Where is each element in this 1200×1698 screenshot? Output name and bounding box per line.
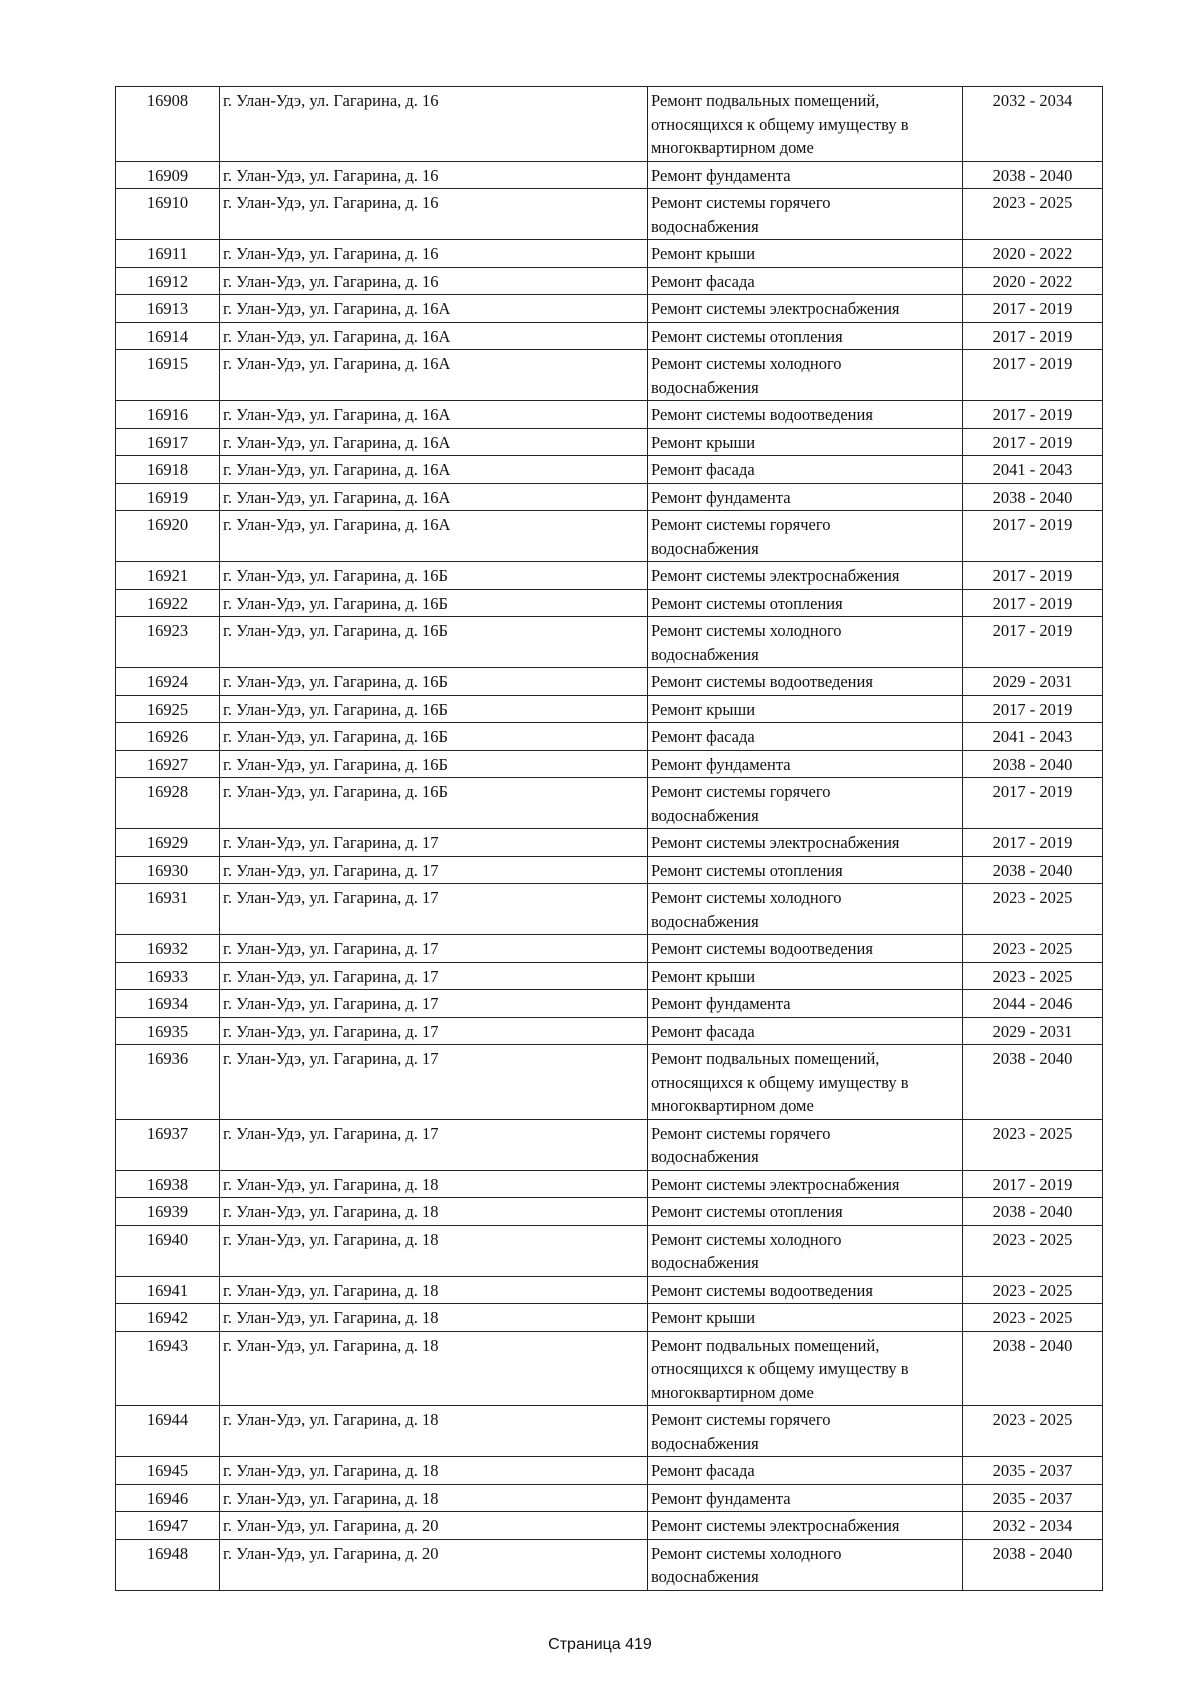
work-type-cell: Ремонт системы холодного водоснабжения xyxy=(648,1539,963,1590)
work-type-cell: Ремонт фундамента xyxy=(648,990,963,1018)
address-cell: г. Улан-Удэ, ул. Гагарина, д. 17 xyxy=(220,1017,648,1045)
work-type-cell: Ремонт системы водоотведения xyxy=(648,935,963,963)
table-row xyxy=(116,884,1103,935)
row-number-cell: 16944 xyxy=(116,1406,220,1457)
period-cell: 2038 - 2040 xyxy=(963,161,1103,189)
address-cell: г. Улан-Удэ, ул. Гагарина, д. 16 xyxy=(220,87,648,162)
table-row xyxy=(116,483,1103,511)
table-row xyxy=(116,695,1103,723)
work-type-cell: Ремонт системы отопления xyxy=(648,856,963,884)
table-row xyxy=(116,723,1103,751)
address-cell: г. Улан-Удэ, ул. Гагарина, д. 18 xyxy=(220,1198,648,1226)
address-cell: г. Улан-Удэ, ул. Гагарина, д. 18 xyxy=(220,1225,648,1276)
address-cell: г. Улан-Удэ, ул. Гагарина, д. 16А xyxy=(220,295,648,323)
period-cell: 2017 - 2019 xyxy=(963,350,1103,401)
table-row xyxy=(116,161,1103,189)
table-body xyxy=(116,87,1103,1591)
row-number-cell: 16920 xyxy=(116,511,220,562)
work-type-cell: Ремонт системы холодного водоснабжения xyxy=(648,884,963,935)
table-row xyxy=(116,617,1103,668)
table-row xyxy=(116,962,1103,990)
row-number-cell: 16932 xyxy=(116,935,220,963)
address-cell: г. Улан-Удэ, ул. Гагарина, д. 16Б xyxy=(220,750,648,778)
work-type-cell: Ремонт фасада xyxy=(648,456,963,484)
row-number-cell: 16927 xyxy=(116,750,220,778)
row-number-cell: 16916 xyxy=(116,401,220,429)
period-cell: 2038 - 2040 xyxy=(963,750,1103,778)
address-cell: г. Улан-Удэ, ул. Гагарина, д. 17 xyxy=(220,990,648,1018)
row-number-cell: 16936 xyxy=(116,1045,220,1120)
table-row xyxy=(116,350,1103,401)
address-cell: г. Улан-Удэ, ул. Гагарина, д. 17 xyxy=(220,884,648,935)
work-type-cell: Ремонт фасада xyxy=(648,267,963,295)
address-cell: г. Улан-Удэ, ул. Гагарина, д. 16 xyxy=(220,240,648,268)
address-cell: г. Улан-Удэ, ул. Гагарина, д. 16А xyxy=(220,401,648,429)
table-row xyxy=(116,1539,1103,1590)
address-cell: г. Улан-Удэ, ул. Гагарина, д. 18 xyxy=(220,1331,648,1406)
row-number-cell: 16910 xyxy=(116,189,220,240)
table-row xyxy=(116,511,1103,562)
work-type-cell: Ремонт фундамента xyxy=(648,161,963,189)
row-number-cell: 16908 xyxy=(116,87,220,162)
period-cell: 2017 - 2019 xyxy=(963,1170,1103,1198)
row-number-cell: 16934 xyxy=(116,990,220,1018)
period-cell: 2017 - 2019 xyxy=(963,617,1103,668)
period-cell: 2017 - 2019 xyxy=(963,511,1103,562)
address-cell: г. Улан-Удэ, ул. Гагарина, д. 16А xyxy=(220,483,648,511)
work-type-cell: Ремонт системы водоотведения xyxy=(648,668,963,696)
row-number-cell: 16948 xyxy=(116,1539,220,1590)
address-cell: г. Улан-Удэ, ул. Гагарина, д. 16Б xyxy=(220,695,648,723)
work-type-cell: Ремонт фасада xyxy=(648,1457,963,1485)
period-cell: 2044 - 2046 xyxy=(963,990,1103,1018)
period-cell: 2017 - 2019 xyxy=(963,428,1103,456)
period-cell: 2029 - 2031 xyxy=(963,1017,1103,1045)
table-row xyxy=(116,295,1103,323)
row-number-cell: 16943 xyxy=(116,1331,220,1406)
work-type-cell: Ремонт системы отопления xyxy=(648,322,963,350)
work-type-cell: Ремонт системы электроснабжения xyxy=(648,562,963,590)
work-type-cell: Ремонт системы горячего водоснабжения xyxy=(648,778,963,829)
row-number-cell: 16921 xyxy=(116,562,220,590)
row-number-cell: 16937 xyxy=(116,1119,220,1170)
table-row xyxy=(116,267,1103,295)
table-row xyxy=(116,778,1103,829)
address-cell: г. Улан-Удэ, ул. Гагарина, д. 16Б xyxy=(220,723,648,751)
table-row xyxy=(116,1119,1103,1170)
period-cell: 2023 - 2025 xyxy=(963,189,1103,240)
row-number-cell: 16946 xyxy=(116,1484,220,1512)
period-cell: 2017 - 2019 xyxy=(963,829,1103,857)
address-cell: г. Улан-Удэ, ул. Гагарина, д. 16А xyxy=(220,322,648,350)
table-row xyxy=(116,1045,1103,1120)
table-row xyxy=(116,750,1103,778)
address-cell: г. Улан-Удэ, ул. Гагарина, д. 17 xyxy=(220,962,648,990)
row-number-cell: 16939 xyxy=(116,1198,220,1226)
address-cell: г. Улан-Удэ, ул. Гагарина, д. 17 xyxy=(220,1045,648,1120)
address-cell: г. Улан-Удэ, ул. Гагарина, д. 20 xyxy=(220,1512,648,1540)
work-type-cell: Ремонт фундамента xyxy=(648,750,963,778)
work-type-cell: Ремонт системы горячего водоснабжения xyxy=(648,1119,963,1170)
period-cell: 2017 - 2019 xyxy=(963,589,1103,617)
address-cell: г. Улан-Удэ, ул. Гагарина, д. 16Б xyxy=(220,562,648,590)
table-row xyxy=(116,1457,1103,1485)
period-cell: 2038 - 2040 xyxy=(963,483,1103,511)
period-cell: 2038 - 2040 xyxy=(963,1045,1103,1120)
row-number-cell: 16917 xyxy=(116,428,220,456)
work-type-cell: Ремонт крыши xyxy=(648,695,963,723)
period-cell: 2032 - 2034 xyxy=(963,1512,1103,1540)
period-cell: 2038 - 2040 xyxy=(963,1539,1103,1590)
row-number-cell: 16935 xyxy=(116,1017,220,1045)
work-type-cell: Ремонт системы отопления xyxy=(648,1198,963,1226)
row-number-cell: 16923 xyxy=(116,617,220,668)
address-cell: г. Улан-Удэ, ул. Гагарина, д. 18 xyxy=(220,1170,648,1198)
table-row xyxy=(116,668,1103,696)
period-cell: 2029 - 2031 xyxy=(963,668,1103,696)
table-row xyxy=(116,1406,1103,1457)
work-type-cell: Ремонт системы электроснабжения xyxy=(648,295,963,323)
period-cell: 2017 - 2019 xyxy=(963,562,1103,590)
row-number-cell: 16911 xyxy=(116,240,220,268)
period-cell: 2035 - 2037 xyxy=(963,1457,1103,1485)
table-row xyxy=(116,428,1103,456)
work-type-cell: Ремонт фасада xyxy=(648,723,963,751)
address-cell: г. Улан-Удэ, ул. Гагарина, д. 16А xyxy=(220,350,648,401)
address-cell: г. Улан-Удэ, ул. Гагарина, д. 16 xyxy=(220,189,648,240)
table-row xyxy=(116,1198,1103,1226)
period-cell: 2041 - 2043 xyxy=(963,456,1103,484)
table-row xyxy=(116,1225,1103,1276)
table-row xyxy=(116,589,1103,617)
work-type-cell: Ремонт системы горячего водоснабжения xyxy=(648,189,963,240)
period-cell: 2017 - 2019 xyxy=(963,778,1103,829)
row-number-cell: 16918 xyxy=(116,456,220,484)
row-number-cell: 16924 xyxy=(116,668,220,696)
address-cell: г. Улан-Удэ, ул. Гагарина, д. 17 xyxy=(220,829,648,857)
period-cell: 2038 - 2040 xyxy=(963,856,1103,884)
period-cell: 2038 - 2040 xyxy=(963,1331,1103,1406)
row-number-cell: 16919 xyxy=(116,483,220,511)
page-number: Страница 419 xyxy=(548,1636,652,1653)
address-cell: г. Улан-Удэ, ул. Гагарина, д. 18 xyxy=(220,1484,648,1512)
table-row xyxy=(116,401,1103,429)
work-type-cell: Ремонт системы водоотведения xyxy=(648,401,963,429)
row-number-cell: 16909 xyxy=(116,161,220,189)
work-type-cell: Ремонт фундамента xyxy=(648,1484,963,1512)
address-cell: г. Улан-Удэ, ул. Гагарина, д. 16А xyxy=(220,511,648,562)
address-cell: г. Улан-Удэ, ул. Гагарина, д. 17 xyxy=(220,1119,648,1170)
work-type-cell: Ремонт крыши xyxy=(648,240,963,268)
work-type-cell: Ремонт фундамента xyxy=(648,483,963,511)
row-number-cell: 16913 xyxy=(116,295,220,323)
table-row xyxy=(116,829,1103,857)
address-cell: г. Улан-Удэ, ул. Гагарина, д. 18 xyxy=(220,1304,648,1332)
work-type-cell: Ремонт системы горячего водоснабжения xyxy=(648,1406,963,1457)
period-cell: 2038 - 2040 xyxy=(963,1198,1103,1226)
period-cell: 2023 - 2025 xyxy=(963,1225,1103,1276)
work-type-cell: Ремонт системы отопления xyxy=(648,589,963,617)
address-cell: г. Улан-Удэ, ул. Гагарина, д. 16Б xyxy=(220,589,648,617)
period-cell: 2020 - 2022 xyxy=(963,240,1103,268)
table-row xyxy=(116,1512,1103,1540)
row-number-cell: 16912 xyxy=(116,267,220,295)
table-row xyxy=(116,935,1103,963)
work-type-cell: Ремонт системы холодного водоснабжения xyxy=(648,1225,963,1276)
work-type-cell: Ремонт системы холодного водоснабжения xyxy=(648,350,963,401)
period-cell: 2023 - 2025 xyxy=(963,884,1103,935)
table-row xyxy=(116,856,1103,884)
table-row xyxy=(116,1304,1103,1332)
work-type-cell: Ремонт крыши xyxy=(648,962,963,990)
address-cell: г. Улан-Удэ, ул. Гагарина, д. 16А xyxy=(220,456,648,484)
row-number-cell: 16938 xyxy=(116,1170,220,1198)
address-cell: г. Улан-Удэ, ул. Гагарина, д. 18 xyxy=(220,1276,648,1304)
repair-schedule-table xyxy=(115,86,1103,1591)
table-row xyxy=(116,456,1103,484)
address-cell: г. Улан-Удэ, ул. Гагарина, д. 17 xyxy=(220,935,648,963)
table-row xyxy=(116,562,1103,590)
row-number-cell: 16933 xyxy=(116,962,220,990)
work-type-cell: Ремонт подвальных помещений, относящихся к общему имуществу в многоквартирном доме xyxy=(648,87,963,162)
period-cell: 2023 - 2025 xyxy=(963,1406,1103,1457)
work-type-cell: Ремонт системы водоотведения xyxy=(648,1276,963,1304)
work-type-cell: Ремонт подвальных помещений, относящихся к общему имуществу в многоквартирном доме xyxy=(648,1331,963,1406)
row-number-cell: 16945 xyxy=(116,1457,220,1485)
work-type-cell: Ремонт системы электроснабжения xyxy=(648,829,963,857)
period-cell: 2023 - 2025 xyxy=(963,935,1103,963)
period-cell: 2020 - 2022 xyxy=(963,267,1103,295)
row-number-cell: 16941 xyxy=(116,1276,220,1304)
row-number-cell: 16940 xyxy=(116,1225,220,1276)
address-cell: г. Улан-Удэ, ул. Гагарина, д. 18 xyxy=(220,1457,648,1485)
row-number-cell: 16931 xyxy=(116,884,220,935)
address-cell: г. Улан-Удэ, ул. Гагарина, д. 16Б xyxy=(220,668,648,696)
work-type-cell: Ремонт крыши xyxy=(648,1304,963,1332)
table-row xyxy=(116,1170,1103,1198)
period-cell: 2023 - 2025 xyxy=(963,1276,1103,1304)
period-cell: 2041 - 2043 xyxy=(963,723,1103,751)
row-number-cell: 16926 xyxy=(116,723,220,751)
row-number-cell: 16942 xyxy=(116,1304,220,1332)
period-cell: 2023 - 2025 xyxy=(963,1304,1103,1332)
table-row xyxy=(116,322,1103,350)
row-number-cell: 16925 xyxy=(116,695,220,723)
table-row xyxy=(116,240,1103,268)
period-cell: 2017 - 2019 xyxy=(963,695,1103,723)
period-cell: 2023 - 2025 xyxy=(963,1119,1103,1170)
row-number-cell: 16947 xyxy=(116,1512,220,1540)
address-cell: г. Улан-Удэ, ул. Гагарина, д. 16А xyxy=(220,428,648,456)
work-type-cell: Ремонт системы горячего водоснабжения xyxy=(648,511,963,562)
work-type-cell: Ремонт подвальных помещений, относящихся к общему имуществу в многоквартирном доме xyxy=(648,1045,963,1120)
work-type-cell: Ремонт фасада xyxy=(648,1017,963,1045)
table-row xyxy=(116,1484,1103,1512)
work-type-cell: Ремонт системы электроснабжения xyxy=(648,1512,963,1540)
table-row xyxy=(116,1017,1103,1045)
row-number-cell: 16930 xyxy=(116,856,220,884)
period-cell: 2023 - 2025 xyxy=(963,962,1103,990)
row-number-cell: 16922 xyxy=(116,589,220,617)
address-cell: г. Улан-Удэ, ул. Гагарина, д. 20 xyxy=(220,1539,648,1590)
table-row xyxy=(116,1331,1103,1406)
table-row xyxy=(116,990,1103,1018)
address-cell: г. Улан-Удэ, ул. Гагарина, д. 18 xyxy=(220,1406,648,1457)
row-number-cell: 16915 xyxy=(116,350,220,401)
address-cell: г. Улан-Удэ, ул. Гагарина, д. 16Б xyxy=(220,617,648,668)
address-cell: г. Улан-Удэ, ул. Гагарина, д. 17 xyxy=(220,856,648,884)
period-cell: 2017 - 2019 xyxy=(963,401,1103,429)
row-number-cell: 16928 xyxy=(116,778,220,829)
work-type-cell: Ремонт системы электроснабжения xyxy=(648,1170,963,1198)
period-cell: 2035 - 2037 xyxy=(963,1484,1103,1512)
row-number-cell: 16929 xyxy=(116,829,220,857)
address-cell: г. Улан-Удэ, ул. Гагарина, д. 16 xyxy=(220,161,648,189)
period-cell: 2017 - 2019 xyxy=(963,322,1103,350)
address-cell: г. Улан-Удэ, ул. Гагарина, д. 16 xyxy=(220,267,648,295)
work-type-cell: Ремонт крыши xyxy=(648,428,963,456)
period-cell: 2017 - 2019 xyxy=(963,295,1103,323)
table-row xyxy=(116,87,1103,162)
row-number-cell: 16914 xyxy=(116,322,220,350)
work-type-cell: Ремонт системы холодного водоснабжения xyxy=(648,617,963,668)
table-row xyxy=(116,1276,1103,1304)
table-row xyxy=(116,189,1103,240)
address-cell: г. Улан-Удэ, ул. Гагарина, д. 16Б xyxy=(220,778,648,829)
period-cell: 2032 - 2034 xyxy=(963,87,1103,162)
